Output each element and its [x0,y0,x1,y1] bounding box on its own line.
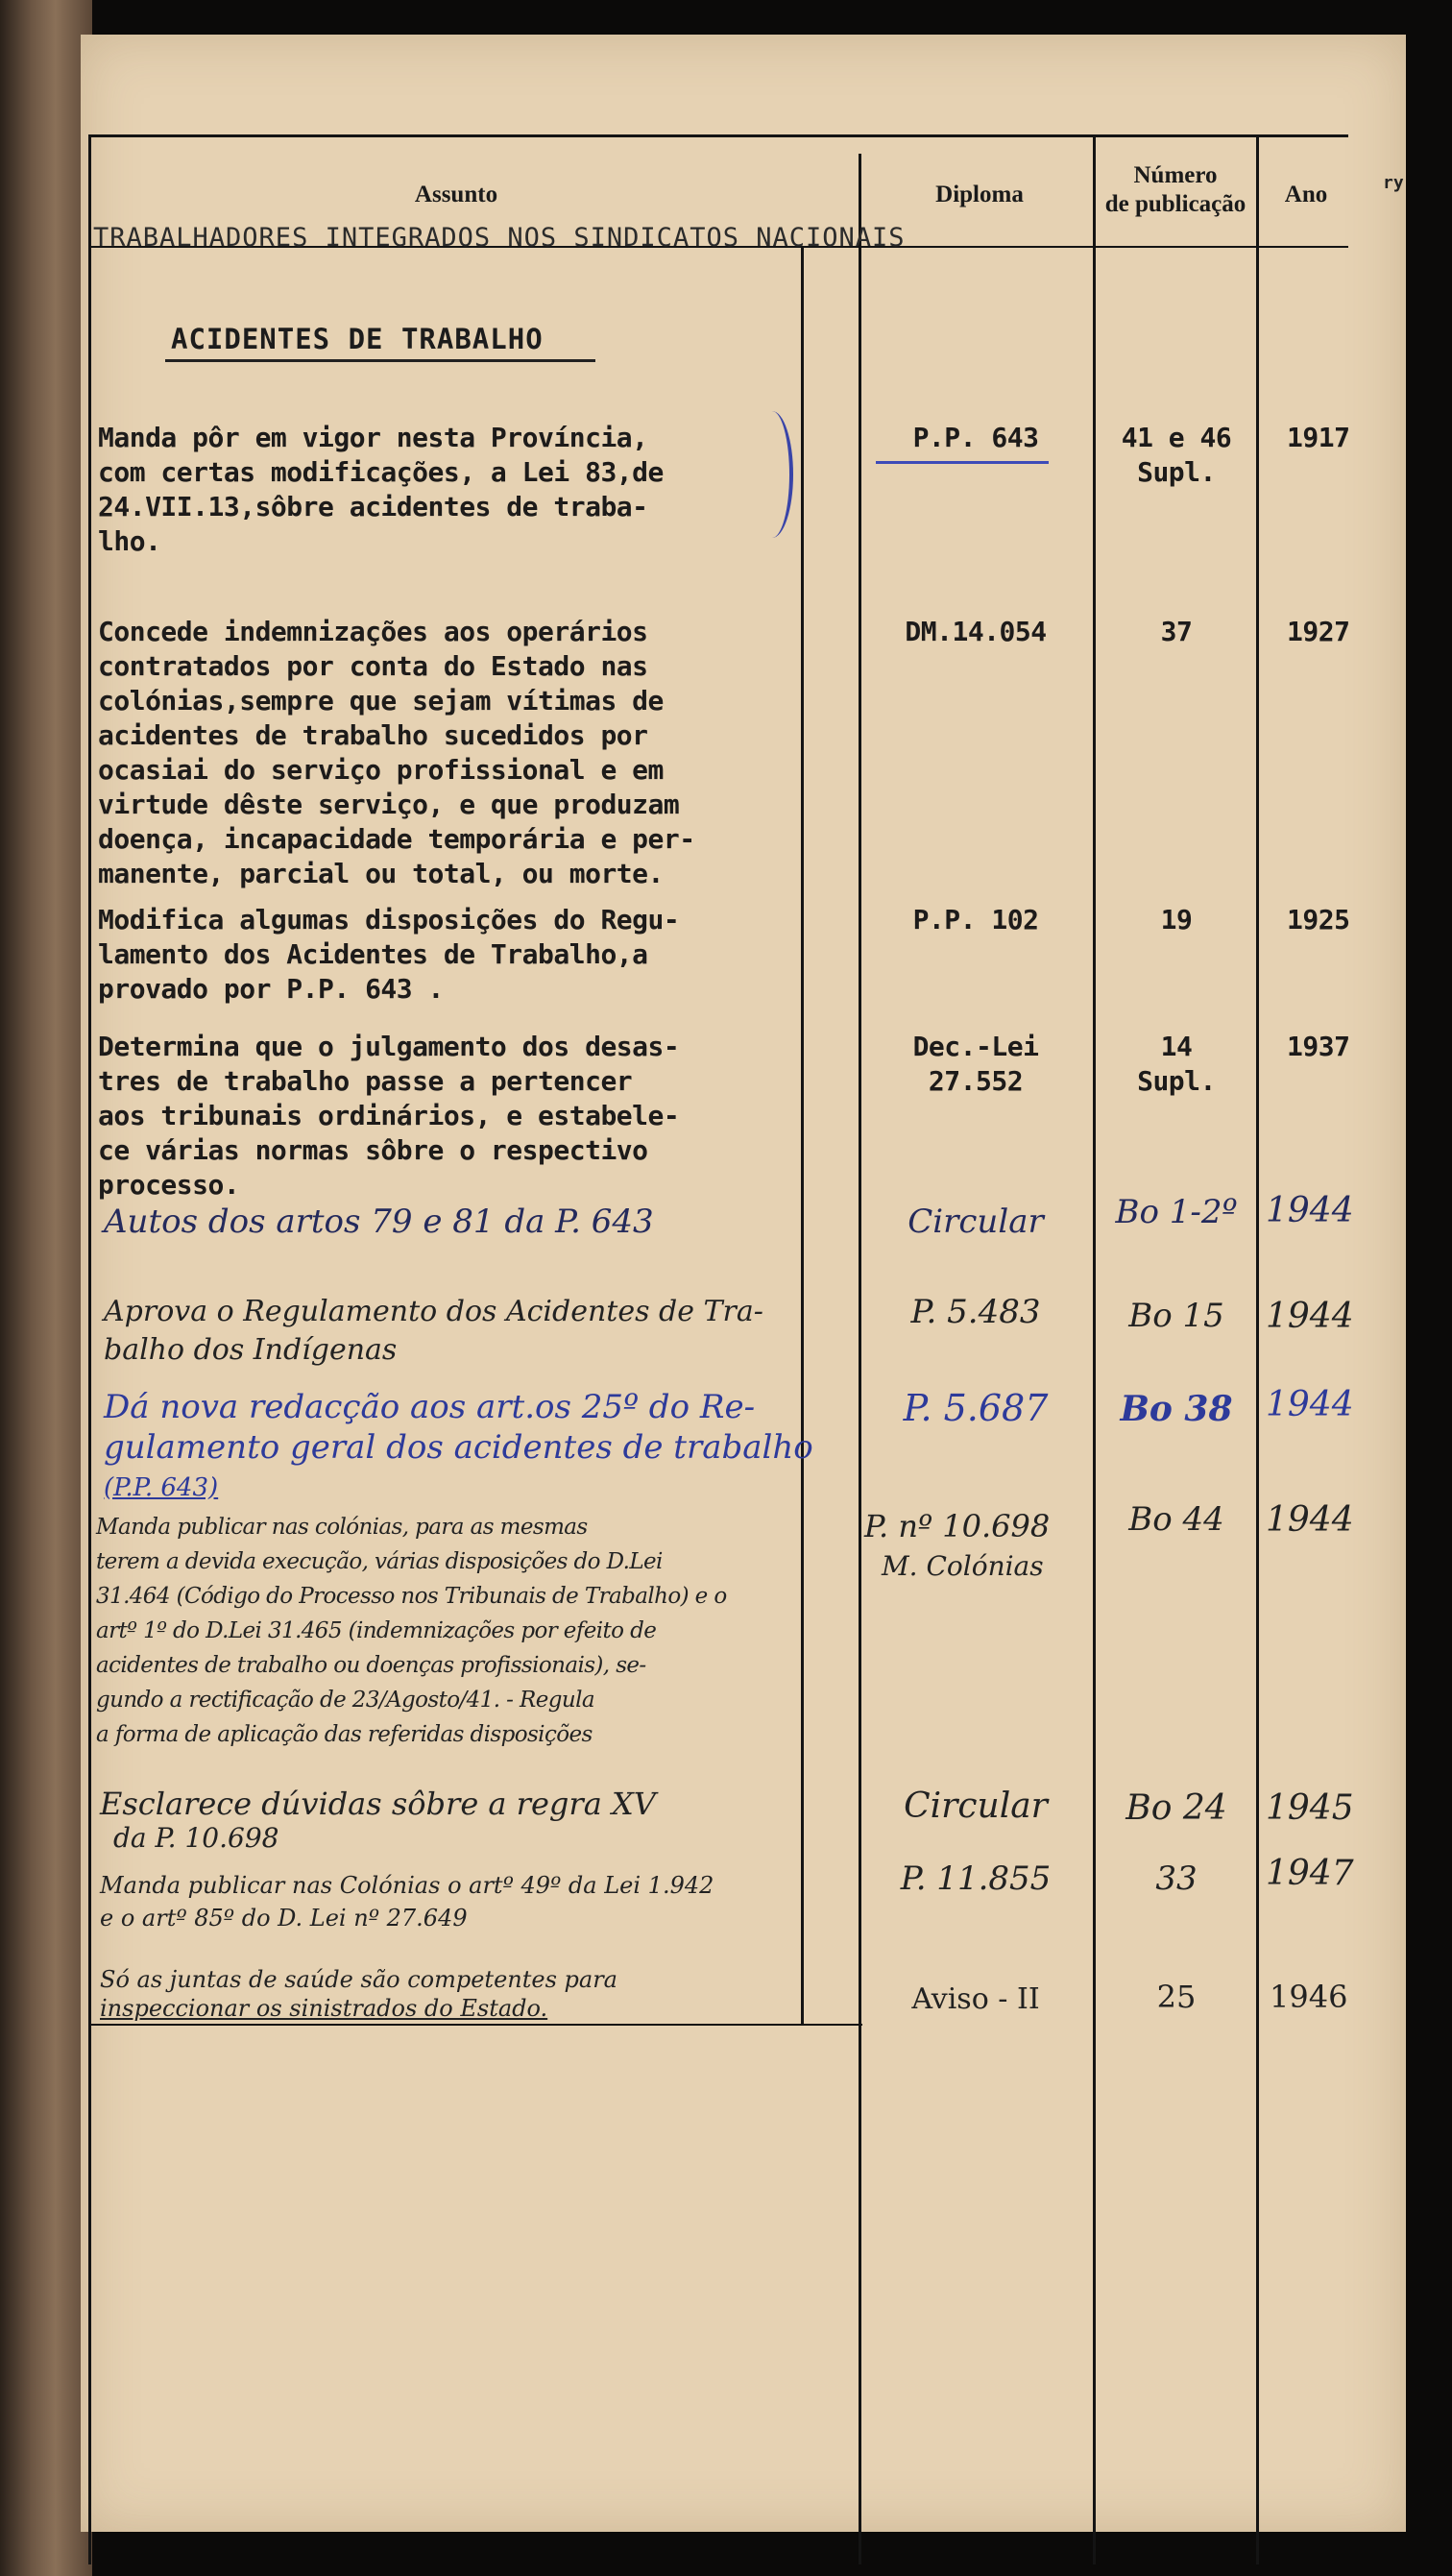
entry-5-number [1097,1193,1256,1231]
entry-9-subject-line: da P. 10.698 [113,1822,279,1854]
adjacent-page-edge [0,0,92,2576]
entry-4-subject-line: Determina que o julgamento dos desas- [98,1031,680,1062]
entry-3-diploma [864,903,1087,937]
entry-7-diploma-line: P. 5.687 [903,1387,1049,1429]
entry-11-subject-line: Só as juntas de saúde são competentes para [100,1966,617,1993]
entry-9-subject [100,1786,656,1856]
entry-3-subject-line: lamento dos Acidentes de Trabalho,a [98,938,648,970]
entry-1-number-line: Supl. [1137,456,1216,488]
entry-7-year: 1944 [1266,1385,1354,1424]
entry-6-subject-line: balho dos Indígenas [104,1333,398,1367]
entry-11-subject-line: inspeccionar os sinistrados do Estado. [100,1995,548,2022]
entry-6-year: 1944 [1266,1297,1354,1336]
entry-3-year: 1925 [1287,904,1350,936]
entry-1-year: 1917 [1287,422,1350,453]
entry-4-number-line: Supl. [1137,1065,1216,1097]
category-subject-line: TRABALHADORES INTEGRADOS NOS SINDICATOS NACIONAIS [93,223,906,253]
entry-9-diploma-line: Circular [904,1786,1048,1826]
entry-1-subject-line: Manda pôr em vigor nesta Província, [98,422,648,453]
entry-7-subject-line: gulamento geral dos acidentes de trabalho [104,1428,813,1467]
entry-6-number [1097,1297,1256,1335]
entry-4-subject [98,1030,679,1203]
entry-1-number [1097,421,1256,490]
entry-8-diploma-line: P. nº 10.698 [864,1508,1051,1544]
entry-5-year: 1944 [1266,1191,1354,1230]
entry-3-number-line: 19 [1160,904,1193,936]
entry-11-year: 1946 [1270,1979,1348,2015]
entry-1-number-line: 41 e 46 [1121,422,1232,453]
column-header-subject: Assunto [414,182,498,207]
entry-2-diploma-line: DM.14.054 [905,616,1047,647]
entry-8-subject [96,1510,727,1752]
entry-8-diploma [864,1506,1089,1587]
entry-4-number-line: 14 [1160,1031,1193,1062]
entry-2-subject-line: virtude dêste serviço, e que produzam [98,789,680,820]
entry-7-subject-line: (P.P. 643) [104,1473,219,1502]
entry-4-diploma-line: 27.552 [928,1065,1024,1097]
entry-1-diploma-line: P.P. 643 [912,422,1039,453]
entry-3-subject-line: provado por P.P. 643 . [98,973,444,1005]
entry-10-subject-line: e o artº 85º do D. Lei nº 27.649 [100,1905,468,1932]
entry-4-subject-line: ce várias normas sôbre o respectivo [98,1134,648,1166]
entry-10-diploma [864,1859,1087,1898]
entry-10-year: 1947 [1266,1854,1354,1893]
entry-2-diploma [864,615,1087,649]
ledger-page [81,35,1406,2532]
entry-4-diploma [864,1030,1087,1099]
entry-6-number-line: Bo 15 [1128,1297,1224,1335]
entry-8-number [1097,1500,1256,1539]
right-margin-mark: ry [1383,173,1404,193]
entry-2-subject-line: ocasiai do serviço profissional e em [98,754,664,786]
entry-5-subject-line: Autos dos artos 79 e 81 da P. 643 [104,1203,654,1241]
entry-9-diploma [864,1786,1087,1826]
entry-1-subject-line: com certas modificações, a Lei 83,de [98,456,664,488]
section-heading-underline [165,359,595,362]
entry-11-number [1097,1979,1256,2015]
entry-7-number [1097,1389,1256,1429]
entry-6-diploma [864,1293,1087,1331]
entry-8-diploma-line: M. Colónias [882,1550,1044,1582]
entry-1-diploma-underline [876,461,1049,464]
entry-2-number-line: 37 [1160,616,1193,647]
entry-8-subject-line: acidentes de trabalho ou doenças profissionais), se- [96,1653,646,1678]
diploma-number-divider [1093,134,1096,2564]
entry-9-year: 1945 [1266,1788,1354,1828]
table-bottom-rule [88,2024,862,2026]
entry-8-subject-line: a forma de aplicação das referidas disposições [96,1722,593,1747]
entry-9-number-line: Bo 24 [1125,1788,1227,1828]
entry-2-subject-line: Concede indemnizações aos operários [98,616,648,647]
entry-6-subject-line: Aprova o Regulamento dos Acidentes de Tra- [104,1295,763,1328]
entry-4-diploma-line: Dec.-Lei [912,1031,1039,1062]
entry-8-subject-line: gundo a rectificação de 23/Agosto/41. - Regula [96,1688,594,1713]
left-margin-rule [88,134,91,2564]
entry-10-number [1097,1859,1256,1898]
entry-2-subject-line: doença, incapacidade temporária e per- [98,823,695,855]
number-year-divider [1256,134,1259,2564]
entry-2-subject-line: acidentes de trabalho sucedidos por [98,719,648,751]
entry-11-subject [100,1965,617,2023]
entry-4-subject-line: processo. [98,1169,240,1201]
entry-10-subject [100,1869,714,1934]
entry-4-subject-line: tres de trabalho passe a pertencer [98,1065,633,1097]
entry-7-diploma [864,1387,1087,1429]
entry-6-subject [104,1293,763,1370]
entry-5-diploma [864,1203,1087,1241]
entry-8-subject-line: 31.464 (Código do Processo nos Tribunais de Trabalho) e o [96,1584,727,1609]
column-header-year: Ano [1284,182,1328,207]
entry-2-subject [98,615,695,891]
entry-2-subject-line: manente, parcial ou total, ou morte. [98,858,664,889]
section-heading: ACIDENTES DE TRABALHO [171,323,544,355]
entry-1-subject [98,421,664,559]
entry-8-subject-line: artº 1º do D.Lei 31.465 (indemnizações por efeito de [96,1618,657,1643]
entry-6-diploma-line: P. 5.483 [910,1293,1041,1331]
entry-9-number [1097,1788,1256,1828]
entry-2-subject-line: contratados por conta do Estado nas [98,650,648,682]
entry-1-subject-line: 24.VII.13,sôbre acidentes de traba- [98,491,648,522]
entry-5-number-line: Bo 1-2º [1115,1193,1238,1231]
entry-2-year: 1927 [1287,616,1350,647]
entry-4-year: 1937 [1287,1031,1350,1062]
entry-9-subject-line: Esclarece dúvidas sôbre a regra XV [100,1786,656,1822]
entry-7-subject-line: Dá nova redacção aos art.os 25º do Re- [104,1388,756,1426]
entry-5-subject [104,1203,654,1241]
entry-5-diploma-line: Circular [908,1203,1044,1241]
entry-7-number-line: Bo 38 [1120,1389,1233,1429]
entry-3-subject-line: Modifica algumas disposições do Regu- [98,904,680,936]
entry-1-margin-bracket [751,411,793,538]
entry-2-subject-line: colónias,sempre que sejam vítimas de [98,685,664,717]
entry-10-number-line: 33 [1155,1859,1198,1898]
entry-1-diploma [864,421,1087,455]
column-header-number [1095,161,1256,219]
header-top-rule [88,134,1348,137]
entry-8-subject-line: Manda publicar nas colónias, para as mesmas [96,1515,588,1540]
entry-4-number [1097,1030,1256,1099]
entry-3-diploma-line: P.P. 102 [912,904,1039,936]
entry-11-number-line: 25 [1156,1979,1197,2015]
entry-3-number [1097,903,1256,937]
subject-inner-rule [801,246,804,2025]
entry-8-subject-line: terem a devida execução, várias disposições do D.Lei [96,1549,663,1574]
entry-11-diploma-line: Aviso - II [911,1982,1040,2016]
entry-3-subject [98,903,679,1007]
entry-11-diploma [864,1982,1087,2016]
column-header-number-line1: Número [1133,162,1218,188]
entry-2-number [1097,615,1256,649]
entry-10-diploma-line: P. 11.855 [900,1859,1052,1898]
column-header-number-line2: de publicação [1104,191,1246,217]
entry-7-subject [104,1387,813,1508]
entry-10-subject-line: Manda publicar nas Colónias o artº 49º da Lei 1.942 [100,1872,714,1899]
entry-8-year: 1944 [1266,1500,1354,1540]
column-header-diploma: Diploma [935,182,1024,207]
entry-1-subject-line: lho. [98,525,161,557]
entry-8-number-line: Bo 44 [1128,1500,1224,1539]
subject-diploma-divider [859,154,861,2564]
entry-4-subject-line: aos tribunais ordinários, e estabele- [98,1100,680,1131]
